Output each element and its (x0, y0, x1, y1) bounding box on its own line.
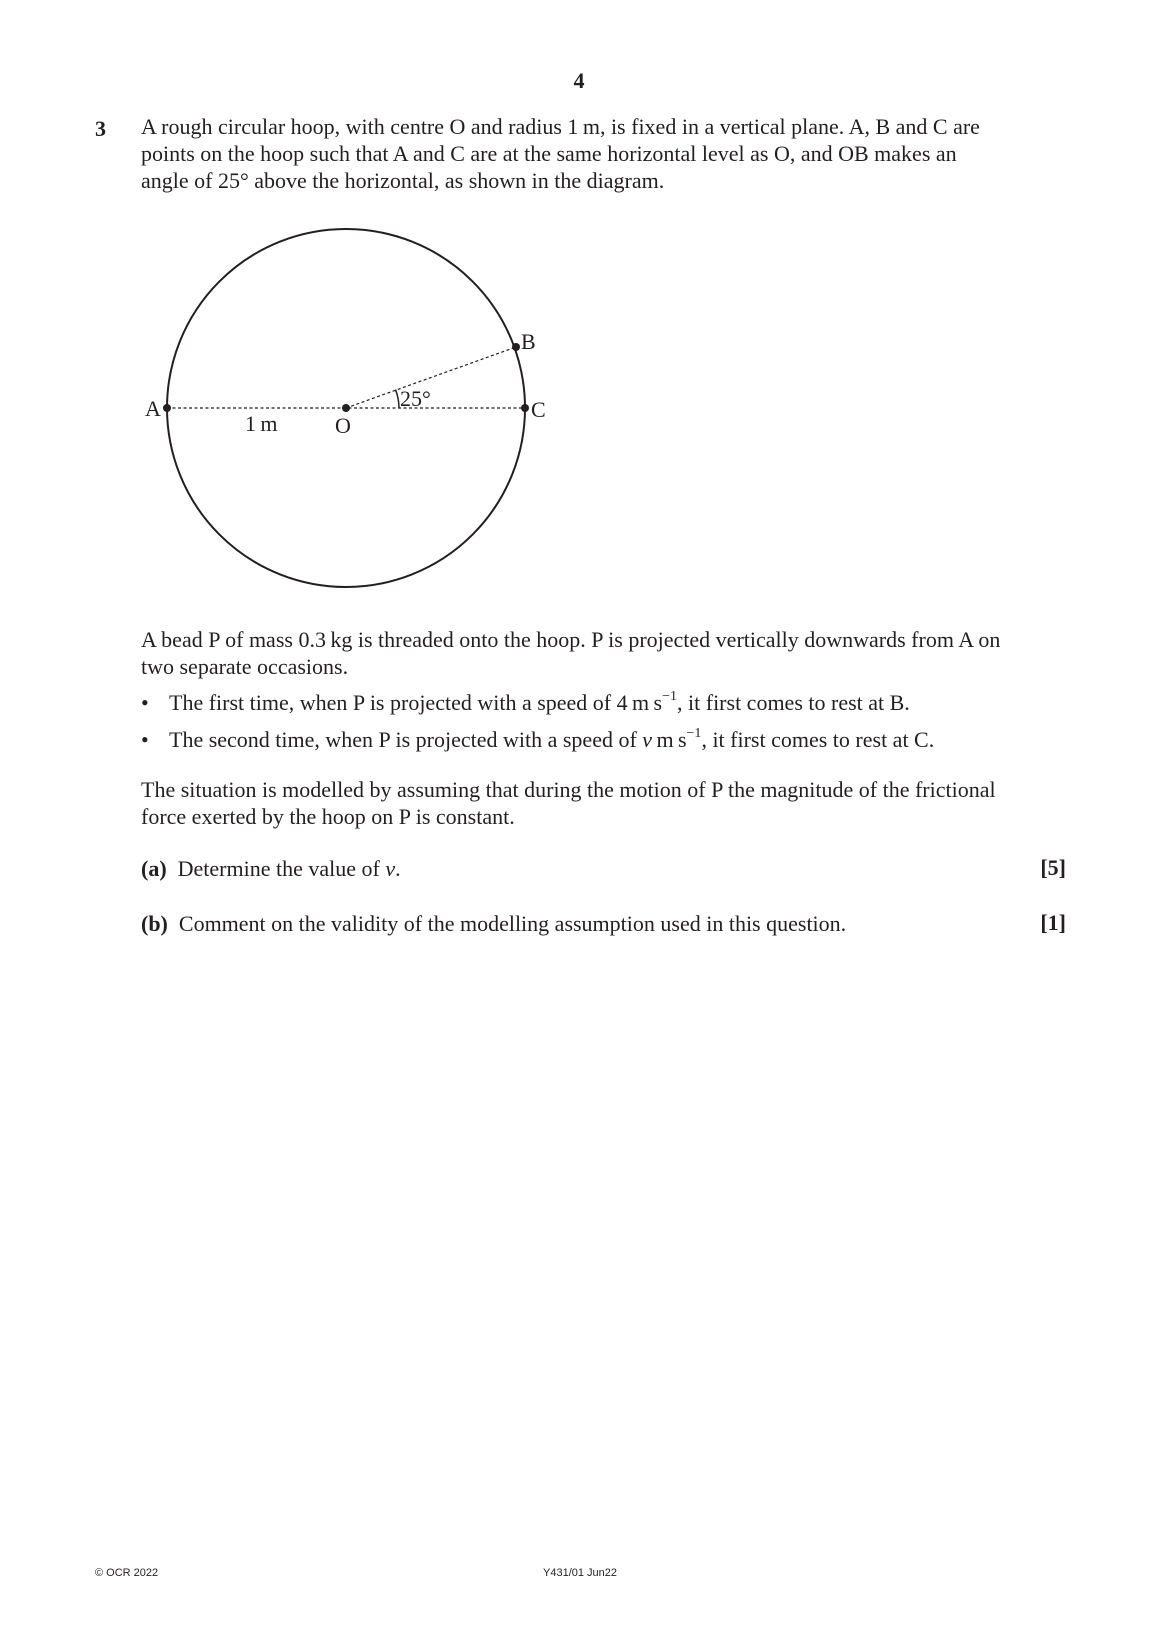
variable-v: v (385, 856, 396, 881)
bullet-text: , it first comes to rest at C. (701, 727, 935, 752)
bullet-text: The first time, when P is projected with a speed of 4 m s (169, 690, 663, 715)
model-line: force exerted by the hoop on P is constant. (141, 804, 515, 829)
point-B (512, 343, 520, 351)
intro-line: points on the hoop such that A and C are at the same horizontal level as O, and OB makes an (141, 141, 957, 166)
footer-copyright: © OCR 2022 (95, 1567, 159, 1579)
model-line: The situation is modelled by assuming that during the motion of P the magnitude of the frictional (141, 777, 996, 802)
bullet-text: m s (652, 727, 687, 752)
label-C: C (531, 397, 546, 422)
intro-line: angle of 25° above the horizontal, as shown in the diagram. (141, 168, 665, 193)
point-A (163, 404, 171, 412)
point-O (342, 404, 350, 412)
angle-arc (396, 390, 400, 409)
bullet-text: The second time, when P is projected with a speed of (169, 727, 643, 752)
part-text: Comment on the validity of the modelling assumption used in this question. (178, 911, 847, 936)
model-description (141, 776, 1071, 830)
unit-exponent: −1 (662, 688, 678, 704)
page-number: 4 (573, 68, 585, 93)
variable-v: v (642, 727, 653, 752)
label-B: B (521, 329, 536, 354)
footer-code: Y431/01 Jun22 (543, 1567, 618, 1579)
marks-a: [5] (1040, 855, 1066, 880)
marks-b: [1] (1040, 910, 1066, 935)
bead-description (141, 626, 1071, 680)
bead-line: A bead P of mass 0.3 kg is threaded onto the hoop. P is projected vertically downwards from A on (141, 627, 1001, 652)
bullet-icon: • (141, 690, 149, 715)
bullet-item (141, 726, 1071, 753)
part-b (141, 910, 1071, 937)
unit-exponent: −1 (686, 725, 702, 741)
part-text: Determine the value of (177, 856, 386, 881)
radius-line-OB (346, 347, 516, 408)
label-O: O (335, 413, 351, 438)
part-label: (a) (141, 856, 167, 881)
point-C (521, 404, 529, 412)
bullet-icon: • (141, 727, 149, 752)
part-a (141, 855, 1071, 882)
part-text: . (395, 856, 401, 881)
label-A: A (145, 396, 161, 421)
bead-line: two separate occasions. (141, 654, 349, 679)
label-angle: 25° (400, 386, 431, 411)
hoop-diagram (0, 0, 1158, 600)
bullet-item (141, 689, 1071, 716)
bullet-text: , it first comes to rest at B. (677, 690, 910, 715)
question-number: 3 (95, 116, 106, 141)
part-label: (b) (141, 911, 168, 936)
intro-line: A rough circular hoop, with centre O and radius 1 m, is fixed in a vertical plane. A, B and C are (141, 114, 980, 139)
label-radius: 1 m (245, 411, 278, 436)
